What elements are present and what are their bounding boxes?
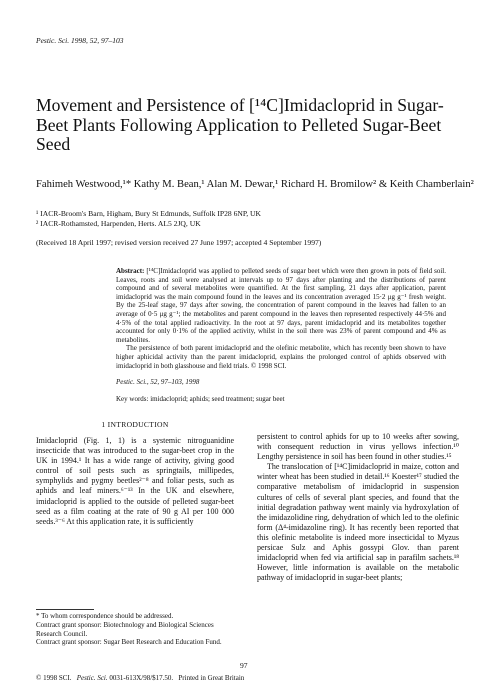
affiliation-1: ¹ IACR-Broom's Barn, Higham, Bury St Edmunds, Suffolk IP28 6NP, UK bbox=[36, 209, 261, 218]
intro-paragraph-left: Imidacloprid (Fig. 1, 1) is a systemic nitroguanidine insecticide that was introduced to the sugar-beet crop in the UK in 1994.¹ It has a wide range of activity, giving good control of soil pests such as springtails, millipedes, symphylids and pygmy beetles²⁻⁸ and foliar pests, such as aphids and leaf miners.⁶⁻¹³ In the UK and elsewhere, imidacloprid is applied to the outside of pelleted sugar-beet seed as a film coating at the rate of 90 g AI per 100 000 seeds.³⁻⁶ At this application rate, it is sufficiently bbox=[36, 436, 234, 526]
article-title: Movement and Persistence of [¹⁴C]Imidacloprid in Sugar-Beet Plants Following Application to Pelleted Sugar-Beet Seed bbox=[36, 95, 444, 154]
footnote-grant-1: Contract grant sponsor: Biotechnology and Biological Sciences Research Council. bbox=[36, 620, 214, 638]
journal-header: Pestic. Sci. 1998, 52, 97–103 bbox=[36, 36, 124, 45]
author-list: Fahimeh Westwood,¹* Kathy M. Bean,¹ Alan M. Dewar,¹ Richard H. Bromilow² & Keith Chamberlain² bbox=[36, 179, 474, 190]
intro-paragraph-right-2: The translocation of [¹⁴C]imidacloprid in maize, cotton and winter wheat has been studied in detail.¹⁶ Koester¹⁷ studied the comparative metabolism of imidacloprid in suspension cultures of cells of several plant species, and found that the initial degradation pathway went mainly via hydroxylation of the imidazolidine ring, dehydration of which led to the olefinic form (Δ⁴-imidazoline ring). It has recently been reported that this olefinic metabolite is indeed more insecticidal to Myzus persicae Sulz and Aphis gossypi Glov. than parent imidacloprid when fed via artificial sap in parafilm sachets.¹⁸ However, little information is available on the metabolic pathway of imidacloprid in sugar-beet plants; bbox=[257, 462, 459, 583]
abstract-label: Abstract: bbox=[116, 267, 145, 275]
received-dates: (Received 18 April 1997; revised version received 27 June 1997; accepted 4 September 1997) bbox=[36, 238, 322, 247]
footnote-correspondence: * To whom correspondence should be addressed. bbox=[36, 612, 174, 620]
intro-right-column bbox=[257, 432, 459, 583]
printed-location: Printed in Great Britain bbox=[178, 674, 245, 682]
issn: 0031-613X/98/$17.50. bbox=[109, 674, 174, 682]
keywords: Key words: imidacloprid; aphids; seed treatment; sugar beet bbox=[116, 395, 285, 403]
affiliations bbox=[36, 209, 476, 229]
copyright-text: © 1998 SCI. bbox=[36, 674, 72, 682]
footnotes bbox=[36, 612, 234, 647]
footnote-rule bbox=[36, 609, 94, 610]
affiliation-2: ² IACR-Rothamsted, Harpenden, Herts. AL5 2JQ, UK bbox=[36, 219, 201, 229]
abstract-paragraph-1 bbox=[116, 267, 446, 344]
footnote-grant-2: Contract grant sponsor: Sugar Beet Research and Education Fund. bbox=[36, 638, 222, 647]
intro-paragraph-right-1: persistent to control aphids for up to 10 weeks after sowing, with consequent reduction in virus yellows infection.¹⁰ Lengthy persistence in soil has been found in other studies.¹⁵ bbox=[257, 432, 459, 462]
abstract bbox=[116, 267, 446, 370]
abstract-text-1: [¹⁴C]Imidacloprid was applied to pelleted seeds of sugar beet which were then grown in pots of field soil. Leaves, roots and soil were analysed at intervals up to 97 days after planting and the distributions of parent compound and of several metabolites were quantified. At the first sampling, 21 days after application, parent imidacloprid was the main compound found in the leaves and its concentration averaged 15·2 μg g⁻¹ fresh weight. By the 25-leaf stage, 97 days after sowing, the concentration of parent compound in the leaves had fallen to an average of 0·5 μg g⁻¹; the metabolites and parent compound in the leaves then represented respectively 44·5% and 4·5% of the total applied radioactivity. In the root at 97 days, parent imidacloprid and its metabolites together accounted for only 0·1% of the applied activity, whilst in the soil there was 23% of parent compound and 4% as metabolites. bbox=[116, 267, 447, 344]
copyright-line bbox=[36, 674, 476, 682]
intro-left-column bbox=[36, 436, 234, 527]
citation-line: Pestic. Sci., 52, 97–103, 1998 bbox=[116, 378, 200, 386]
section-heading: 1 INTRODUCTION bbox=[101, 420, 169, 429]
journal-abbrev: Pestic. Sci. bbox=[76, 674, 108, 682]
abstract-paragraph-2: The persistence of both parent imidacloprid and the olefinic metabolite, which has recently been shown to have higher aphicidal activity than the parent imidacloprid, explains the prolonged control of aphids observed with imidacloprid in both glasshouse and field trials. © 1998 SCI. bbox=[116, 344, 446, 370]
page-number: 97 bbox=[240, 661, 248, 670]
